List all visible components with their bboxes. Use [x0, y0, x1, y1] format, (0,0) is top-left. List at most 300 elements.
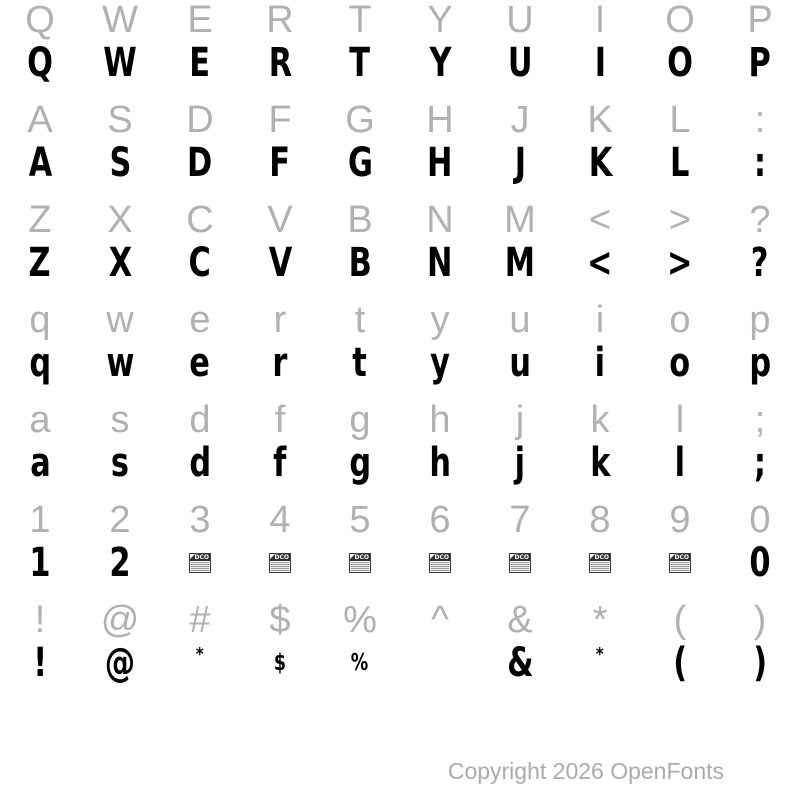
notdef-label-band — [270, 554, 290, 561]
preview-cell — [80, 240, 160, 286]
notdef-glyph-box — [589, 553, 611, 573]
reference-cell — [400, 0, 480, 40]
reference-cell — [320, 0, 400, 40]
reference-glyph: 3 — [189, 499, 211, 541]
reference-glyph: E — [187, 0, 213, 41]
notdef-glyph-box — [269, 553, 291, 573]
preview-glyph: D — [187, 140, 213, 186]
glyph-row-pair — [0, 400, 800, 500]
reference-cell — [240, 300, 320, 340]
reference-cell — [80, 200, 160, 240]
preview-cell — [160, 640, 240, 686]
reference-glyph: d — [189, 399, 211, 441]
reference-cell — [560, 500, 640, 540]
preview-glyph: i — [594, 340, 606, 386]
reference-glyph: e — [189, 299, 211, 341]
preview-cell — [320, 540, 400, 586]
preview-glyph: w — [105, 340, 135, 386]
reference-cell — [480, 400, 560, 440]
reference-glyph: T — [348, 0, 372, 41]
preview-cell — [0, 240, 80, 286]
preview-row — [0, 440, 800, 486]
preview-cell — [640, 40, 720, 86]
preview-cell — [160, 40, 240, 86]
reference-cell — [720, 300, 800, 340]
preview-cell — [80, 440, 160, 486]
reference-cell — [240, 500, 320, 540]
reference-cell — [0, 400, 80, 440]
preview-cell — [480, 640, 560, 686]
preview-glyph: ? — [751, 240, 769, 286]
preview-cell — [480, 540, 560, 586]
notdef-corner-mark — [270, 554, 275, 559]
reference-cell — [320, 200, 400, 240]
reference-glyph: H — [426, 99, 454, 141]
preview-cell — [640, 440, 720, 486]
preview-cell — [720, 340, 800, 386]
reference-row — [0, 400, 800, 440]
reference-glyph: * — [592, 599, 608, 641]
preview-cell — [160, 540, 240, 586]
preview-glyph: % — [351, 649, 369, 676]
preview-cell — [240, 140, 320, 186]
reference-glyph: : — [754, 99, 766, 141]
reference-cell — [560, 300, 640, 340]
preview-glyph: * — [595, 644, 604, 665]
preview-glyph: Z — [28, 240, 52, 286]
preview-cell — [560, 440, 640, 486]
reference-cell — [320, 500, 400, 540]
reference-glyph: ; — [754, 399, 766, 441]
reference-cell — [640, 0, 720, 40]
preview-row — [0, 640, 800, 686]
reference-cell — [160, 400, 240, 440]
reference-cell — [480, 500, 560, 540]
reference-cell — [0, 0, 80, 40]
preview-cell — [560, 640, 640, 686]
preview-glyph: j — [514, 440, 526, 486]
preview-glyph: W — [103, 40, 137, 86]
reference-cell — [400, 500, 480, 540]
preview-glyph: R — [268, 40, 292, 86]
reference-cell — [400, 600, 480, 640]
reference-cell — [640, 400, 720, 440]
reference-cell — [320, 300, 400, 340]
notdef-label: DCO — [434, 554, 449, 561]
reference-cell — [720, 500, 800, 540]
reference-cell — [480, 200, 560, 240]
reference-glyph: V — [267, 199, 293, 241]
preview-cell — [0, 640, 80, 686]
reference-glyph: N — [426, 199, 454, 241]
preview-glyph: p — [749, 340, 771, 386]
preview-cell — [240, 440, 320, 486]
reference-glyph: ( — [673, 599, 687, 641]
reference-cell — [480, 600, 560, 640]
reference-glyph: B — [347, 199, 373, 241]
reference-glyph: k — [590, 399, 610, 441]
preview-glyph: u — [509, 340, 531, 386]
notdef-glyph-box — [189, 553, 211, 573]
preview-glyph: * — [195, 644, 204, 665]
reference-glyph: 4 — [269, 499, 291, 541]
preview-glyph: e — [189, 340, 211, 386]
preview-glyph: U — [507, 40, 533, 86]
reference-row — [0, 100, 800, 140]
reference-cell — [480, 100, 560, 140]
preview-cell — [400, 240, 480, 286]
preview-glyph: X — [108, 240, 132, 286]
preview-glyph: K — [588, 140, 612, 186]
reference-cell — [80, 100, 160, 140]
glyph-row-pair — [0, 600, 800, 700]
reference-cell — [240, 200, 320, 240]
preview-glyph: > — [667, 240, 693, 286]
glyph-row-pair — [0, 500, 800, 600]
reference-glyph: 8 — [589, 499, 611, 541]
preview-glyph: P — [748, 40, 772, 86]
preview-cell — [480, 240, 560, 286]
reference-cell — [240, 100, 320, 140]
preview-cell — [720, 440, 800, 486]
reference-glyph: Q — [25, 0, 55, 41]
reference-glyph: ? — [749, 199, 771, 241]
preview-cell — [0, 340, 80, 386]
preview-row — [0, 240, 800, 286]
preview-cell — [720, 540, 800, 586]
preview-cell — [160, 140, 240, 186]
preview-glyph: f — [273, 440, 287, 486]
reference-glyph: 9 — [669, 499, 691, 541]
notdef-label: DCO — [514, 554, 529, 561]
reference-row — [0, 300, 800, 340]
reference-glyph: > — [668, 199, 692, 241]
reference-cell — [720, 0, 800, 40]
reference-cell — [0, 200, 80, 240]
preview-cell — [560, 240, 640, 286]
preview-cell — [240, 540, 320, 586]
reference-cell — [240, 0, 320, 40]
reference-glyph: O — [665, 0, 695, 41]
reference-glyph: h — [429, 399, 451, 441]
reference-glyph: ) — [753, 599, 767, 641]
reference-glyph: 5 — [349, 499, 371, 541]
reference-glyph: q — [29, 299, 51, 341]
notdef-label-band — [590, 554, 610, 561]
reference-glyph: 6 — [429, 499, 451, 541]
reference-glyph: $ — [269, 599, 291, 641]
notdef-text-lines — [591, 562, 609, 571]
notdef-label-band — [190, 554, 210, 561]
preview-cell — [240, 640, 320, 686]
preview-glyph: H — [427, 140, 453, 186]
preview-cell — [320, 240, 400, 286]
reference-glyph: J — [510, 99, 530, 141]
preview-cell — [480, 340, 560, 386]
reference-row — [0, 200, 800, 240]
preview-glyph: T — [349, 40, 371, 86]
reference-cell — [560, 400, 640, 440]
preview-cell — [160, 240, 240, 286]
copyright-text: Copyright 2026 OpenFonts — [447, 758, 724, 784]
preview-glyph: Y — [428, 40, 452, 86]
reference-glyph: @ — [100, 599, 140, 641]
reference-cell — [640, 300, 720, 340]
preview-glyph: o — [669, 340, 691, 386]
preview-cell — [720, 40, 800, 86]
preview-glyph: k — [589, 440, 611, 486]
reference-glyph: p — [749, 299, 771, 341]
preview-glyph: t — [352, 340, 368, 386]
preview-glyph: < — [587, 240, 613, 286]
preview-cell — [480, 40, 560, 86]
notdef-text-lines — [351, 562, 369, 571]
notdef-text-lines — [511, 562, 529, 571]
preview-cell — [400, 140, 480, 186]
reference-glyph: 1 — [29, 499, 51, 541]
preview-glyph: l — [674, 440, 686, 486]
reference-row — [0, 600, 800, 640]
reference-glyph: D — [186, 99, 214, 141]
reference-cell — [240, 600, 320, 640]
preview-cell — [400, 340, 480, 386]
reference-cell — [560, 200, 640, 240]
preview-glyph: g — [349, 440, 371, 486]
preview-glyph: S — [109, 140, 131, 186]
reference-glyph: X — [107, 199, 133, 241]
notdef-text-lines — [271, 562, 289, 571]
reference-cell — [0, 500, 80, 540]
preview-cell — [320, 640, 400, 686]
reference-glyph: 0 — [749, 499, 771, 541]
preview-cell — [560, 40, 640, 86]
notdef-label-band — [510, 554, 530, 561]
reference-glyph: a — [29, 399, 51, 441]
preview-cell — [160, 340, 240, 386]
reference-glyph: # — [189, 599, 211, 641]
preview-cell — [320, 140, 400, 186]
reference-cell — [80, 300, 160, 340]
reference-cell — [160, 200, 240, 240]
reference-cell — [0, 600, 80, 640]
preview-glyph: 0 — [749, 540, 771, 586]
reference-cell — [320, 400, 400, 440]
notdef-corner-mark — [350, 554, 355, 559]
notdef-glyph-box — [349, 553, 371, 573]
preview-glyph: E — [189, 40, 211, 86]
preview-glyph: $ — [273, 649, 287, 676]
notdef-glyph-box — [509, 553, 531, 573]
notdef-glyph-box — [429, 553, 451, 573]
preview-glyph: A — [28, 140, 52, 186]
reference-glyph: j — [515, 399, 525, 441]
reference-cell — [720, 600, 800, 640]
reference-cell — [480, 300, 560, 340]
reference-glyph: 7 — [509, 499, 531, 541]
preview-glyph: s — [110, 440, 130, 486]
preview-glyph: ! — [33, 640, 47, 686]
preview-cell — [400, 540, 480, 586]
reference-cell — [160, 600, 240, 640]
preview-cell — [400, 640, 480, 686]
notdef-text-lines — [671, 562, 689, 571]
reference-cell — [0, 300, 80, 340]
preview-glyph: ) — [753, 640, 767, 686]
preview-glyph: V — [268, 240, 292, 286]
preview-glyph: Q — [27, 40, 53, 86]
preview-glyph: y — [430, 340, 450, 386]
preview-cell — [640, 240, 720, 286]
reference-glyph: r — [273, 299, 287, 341]
notdef-corner-mark — [510, 554, 515, 559]
preview-cell — [0, 40, 80, 86]
preview-cell — [560, 340, 640, 386]
notdef-label-band — [670, 554, 690, 561]
reference-cell — [320, 100, 400, 140]
preview-glyph: F — [269, 140, 291, 186]
reference-glyph: l — [675, 399, 685, 441]
preview-glyph: B — [348, 240, 372, 286]
reference-cell — [640, 600, 720, 640]
preview-cell — [320, 40, 400, 86]
preview-cell — [640, 340, 720, 386]
reference-glyph: ^ — [431, 599, 449, 641]
reference-row — [0, 0, 800, 40]
reference-cell — [720, 200, 800, 240]
preview-row — [0, 340, 800, 386]
reference-cell — [400, 100, 480, 140]
preview-cell — [80, 640, 160, 686]
reference-cell — [80, 0, 160, 40]
preview-glyph: J — [514, 140, 526, 186]
preview-cell — [240, 240, 320, 286]
preview-cell — [80, 540, 160, 586]
reference-glyph: 2 — [109, 499, 131, 541]
notdef-text-lines — [431, 562, 449, 571]
reference-cell — [480, 0, 560, 40]
notdef-text-lines — [191, 562, 209, 571]
notdef-label: DCO — [354, 554, 369, 561]
reference-cell — [160, 0, 240, 40]
preview-glyph: q — [29, 340, 51, 386]
glyph-row-pair — [0, 0, 800, 100]
preview-glyph: d — [189, 440, 211, 486]
preview-glyph: O — [667, 40, 693, 86]
preview-glyph: L — [670, 140, 690, 186]
reference-cell — [0, 100, 80, 140]
notdef-corner-mark — [590, 554, 595, 559]
reference-cell — [80, 500, 160, 540]
preview-cell — [720, 240, 800, 286]
reference-glyph: K — [587, 99, 613, 141]
reference-cell — [400, 300, 480, 340]
reference-cell — [560, 0, 640, 40]
reference-glyph: A — [27, 99, 53, 141]
notdef-label: DCO — [274, 554, 289, 561]
preview-glyph: & — [506, 640, 534, 686]
reference-cell — [160, 100, 240, 140]
notdef-corner-mark — [670, 554, 675, 559]
reference-glyph: G — [345, 99, 375, 141]
glyph-row-pair — [0, 100, 800, 200]
preview-cell — [320, 440, 400, 486]
reference-glyph: M — [504, 199, 536, 241]
preview-glyph: 2 — [109, 540, 131, 586]
preview-cell — [640, 540, 720, 586]
reference-row — [0, 500, 800, 540]
reference-cell — [240, 400, 320, 440]
reference-glyph: P — [747, 0, 773, 41]
reference-glyph: U — [506, 0, 534, 41]
preview-cell — [0, 140, 80, 186]
reference-glyph: S — [107, 99, 133, 141]
preview-cell — [0, 540, 80, 586]
reference-cell — [560, 100, 640, 140]
notdef-corner-mark — [430, 554, 435, 559]
reference-cell — [400, 200, 480, 240]
preview-cell — [480, 140, 560, 186]
preview-cell — [560, 540, 640, 586]
reference-cell — [720, 100, 800, 140]
reference-cell — [80, 600, 160, 640]
reference-glyph: y — [430, 299, 450, 341]
reference-glyph: u — [509, 299, 531, 341]
preview-cell — [640, 140, 720, 186]
preview-cell — [400, 440, 480, 486]
preview-cell — [720, 640, 800, 686]
glyph-row-pair — [0, 200, 800, 300]
reference-cell — [160, 500, 240, 540]
preview-glyph: @ — [104, 640, 136, 686]
reference-glyph: W — [102, 0, 138, 41]
reference-cell — [400, 400, 480, 440]
preview-cell — [320, 340, 400, 386]
reference-glyph: R — [266, 0, 294, 41]
notdef-label: DCO — [594, 554, 609, 561]
reference-glyph: < — [588, 199, 612, 241]
preview-cell — [560, 140, 640, 186]
reference-glyph: f — [274, 399, 286, 441]
preview-glyph: G — [347, 140, 373, 186]
preview-cell — [640, 640, 720, 686]
preview-glyph: 1 — [29, 540, 51, 586]
preview-cell — [160, 440, 240, 486]
reference-glyph: % — [343, 599, 377, 641]
notdef-corner-mark — [190, 554, 195, 559]
reference-cell — [640, 200, 720, 240]
reference-glyph: g — [349, 399, 371, 441]
preview-cell — [720, 140, 800, 186]
preview-cell — [400, 40, 480, 86]
reference-cell — [720, 400, 800, 440]
reference-glyph: ! — [34, 599, 46, 641]
reference-cell — [80, 400, 160, 440]
preview-cell — [80, 40, 160, 86]
notdef-label: DCO — [194, 554, 209, 561]
notdef-glyph-box — [669, 553, 691, 573]
notdef-label-band — [430, 554, 450, 561]
preview-cell — [80, 340, 160, 386]
preview-glyph: h — [429, 440, 451, 486]
reference-glyph: L — [669, 99, 691, 141]
preview-glyph: M — [504, 240, 536, 286]
reference-cell — [640, 100, 720, 140]
preview-row — [0, 40, 800, 86]
preview-glyph: a — [29, 440, 51, 486]
reference-glyph: i — [595, 299, 605, 341]
reference-cell — [320, 600, 400, 640]
notdef-label-band — [350, 554, 370, 561]
